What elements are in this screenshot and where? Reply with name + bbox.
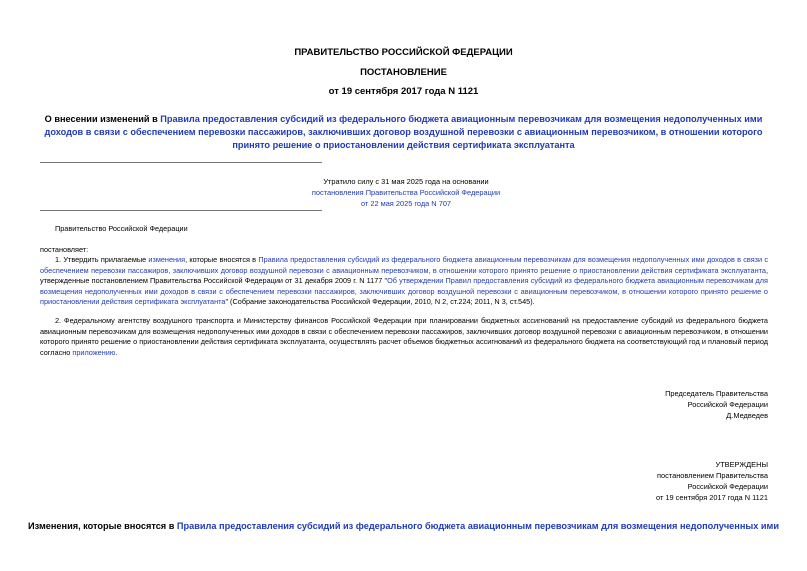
p2-text-b: . [115, 347, 118, 357]
status-note-date-link[interactable]: от 22 мая 2025 года N 707 [360, 199, 452, 208]
status-note-decree-link[interactable]: постановления Правительства Российской Федерации [311, 188, 501, 197]
issuer-text: Правительство Российской Федерации [55, 224, 188, 233]
signature-block [508, 388, 768, 421]
status-note-line: Утратило силу с 31 мая 2025 года на основании [323, 177, 489, 186]
signature-title: Председатель Правительства [665, 389, 768, 398]
decrees-text: постановляет: [40, 245, 89, 254]
appendix-link[interactable]: приложению [72, 347, 116, 357]
approved-by: постановлением Правительства [657, 471, 768, 480]
doc-type-heading: ПОСТАНОВЛЕНИЕ [360, 67, 447, 78]
title-rules-link[interactable]: Правила предоставления субсидий из федерального бюджета авиационным перевозчикам для возмещения недополученных ими доходов в связи с обеспечением перевозки пассажиров, заключивших договор воздушной перевозки с авиационным перевозчиком, в отношении которого принято решение о приостановлении действия сертификата эксплуатанта [44, 114, 763, 150]
rules-link[interactable]: Правила предоставления субсидий из федерального бюджета авиационным перевозчикам для возмещения недополученных ими доходов в связи с обеспечением перевозки пассажиров, заключивших договор воздушной перевозки с авиационным перевозчиком, в отношении которого принято решение о приостановлении действия сертификата эксплуатанта [40, 255, 768, 275]
paragraph-1 [40, 255, 768, 308]
org-heading: ПРАВИТЕЛЬСТВО РОССИЙСКОЙ ФЕДЕРАЦИИ [294, 47, 513, 58]
status-note [250, 176, 562, 209]
changes-heading-prefix: Изменения, которые вносятся в [28, 521, 177, 531]
p1-text-a: 1. Утвердить прилагаемые [55, 255, 149, 264]
changes-heading [0, 521, 807, 531]
resolution-1177-link[interactable]: Об утверждении Правил предоставления субсидий из федерального бюджета авиационным перевозчикам для возмещения недополученных ими доходов в связи с обеспечением перевозки пассажиров, заключивших договор воздушной перевозки с авиационным перевозчиком, в отношении которого принято решение о приостановлении действия сертификата эксплуатанта [40, 276, 768, 307]
document-title [40, 113, 767, 152]
divider-top [40, 162, 322, 163]
p1-text-d: " (Собрание законодательства Российской Федерации, 2010, N 2, ст.224; 2011, N 3, ст.545). [225, 297, 535, 307]
p2-text-a: 2. Федеральному агентству воздушного транспорта и Министерству финансов Российской Федерации при планировании бюджетных ассигнований на предоставление субсидий из федерального бюджета авиационным перевозчикам для возмещения недополученных ими доходов в связи с обеспечением перевозки пассажиров, заключивших договор воздушной перевозки с авиационным перевозчиком, в отношении которого принято решение о приостановлении действия сертификата эксплуатанта, осуществлять расчет объемов бюджетных ассигнований из федерального бюджета на соответствующий год и плановый период согласно [40, 316, 768, 357]
changes-link[interactable]: изменения [148, 255, 186, 264]
divider-bottom [40, 210, 322, 211]
p1-text-b: , которые вносятся в [185, 255, 259, 264]
changes-heading-link[interactable]: Правила предоставления субсидий из федерального бюджета авиационным перевозчикам для возмещения недополученных ими [176, 521, 779, 531]
p1-text-c: , утвержденные постановлением Правительства Российской Федерации от 31 декабря 2009 г. N 1177 " [40, 265, 768, 286]
signature-name: Д.Медведев [726, 411, 768, 420]
date-number-heading: от 19 сентября 2017 года N 1121 [328, 86, 479, 97]
paragraph-2 [40, 316, 768, 358]
approved-date: от 19 сентября 2017 года N 1121 [656, 493, 768, 502]
approved-label: УТВЕРЖДЕНЫ [715, 460, 768, 469]
title-prefix: О внесении изменений в [44, 114, 161, 124]
approved-block [508, 459, 768, 503]
approved-org: Российской Федерации [687, 482, 768, 491]
signature-org: Российской Федерации [687, 400, 768, 409]
